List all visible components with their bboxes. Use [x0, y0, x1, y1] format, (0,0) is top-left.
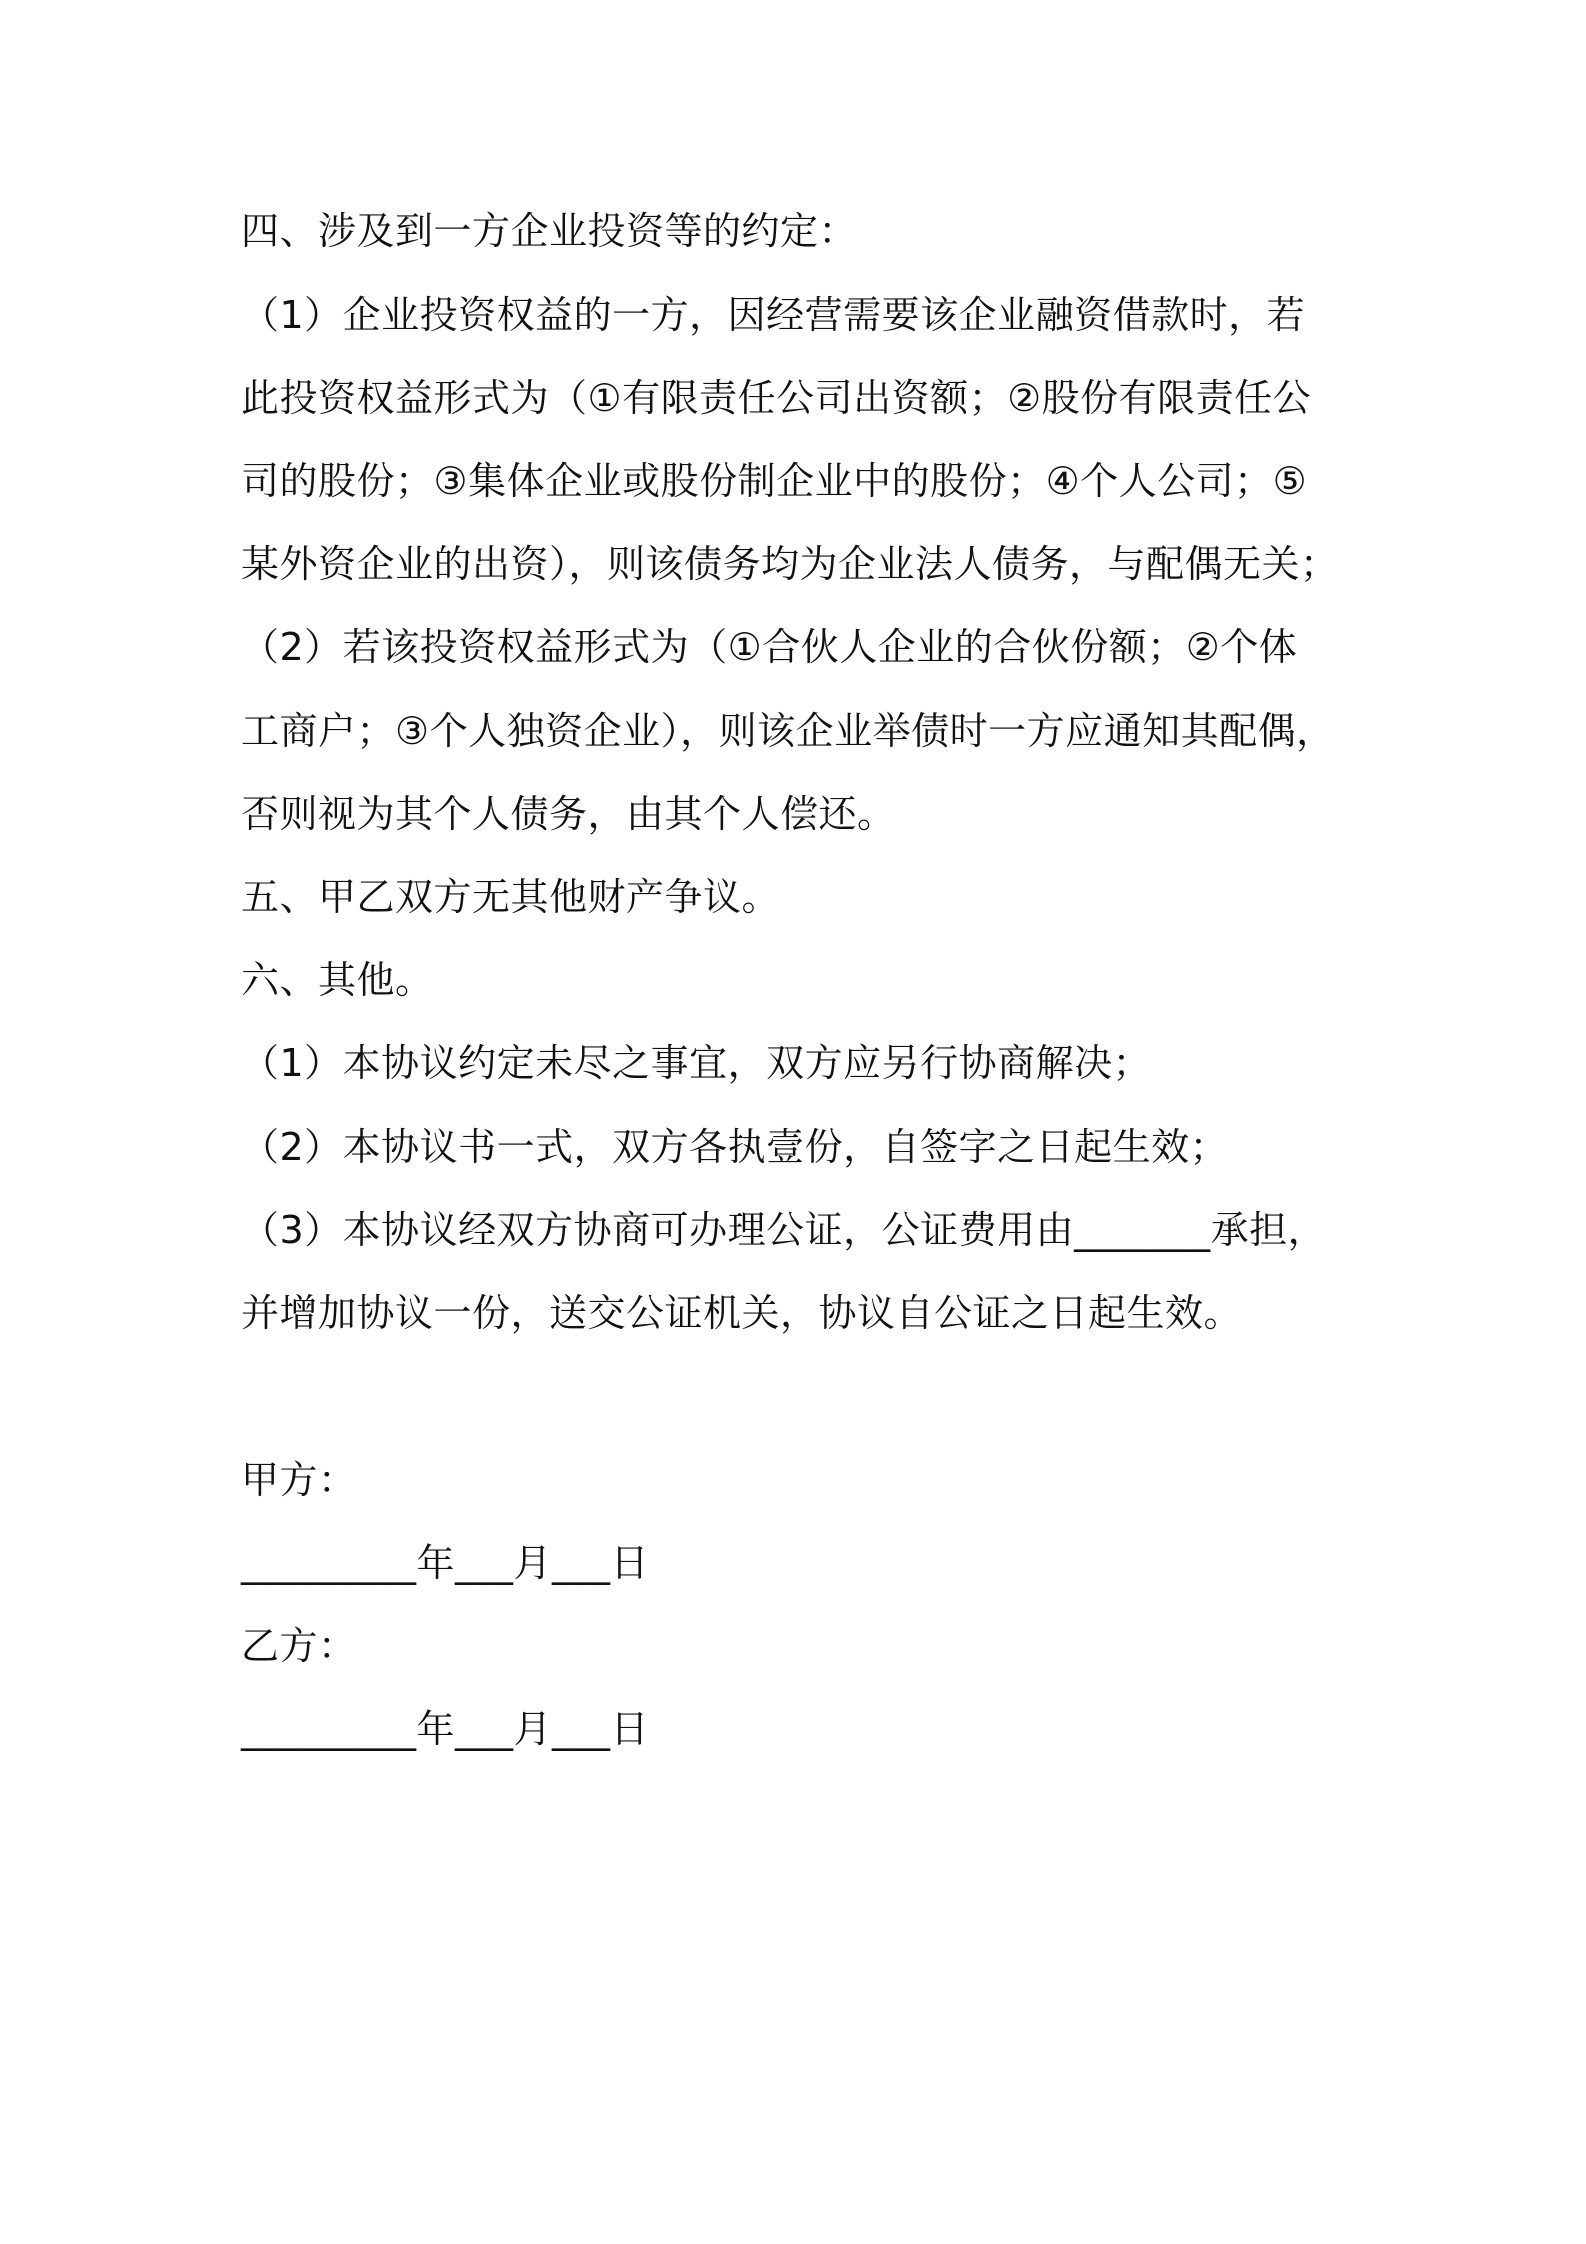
clause-4-2-line-1: （2）若该投资权益形式为（①合伙人企业的合伙份额；②个体: [241, 625, 1298, 669]
section-6-heading: 六、其他。: [241, 958, 434, 1002]
clause-4-2-line-2: 工商户；③个人独资企业），则该企业举债时一方应通知其配偶，: [241, 709, 1335, 753]
party-a-label: 甲方：: [241, 1458, 357, 1502]
clause-4-1-line-3: 司的股份；③集体企业或股份制企业中的股份；④个人公司；⑤: [241, 459, 1308, 503]
clause-6-1: （1）本协议约定未尽之事宜，双方应另行协商解决；: [241, 1041, 1152, 1085]
clause-4-1-line-2: 此投资权益形式为（①有限责任公司出资额；②股份有限责任公: [241, 376, 1312, 420]
section-4-heading: 四、涉及到一方企业投资等的约定：: [241, 209, 858, 253]
section-5-heading: 五、甲乙双方无其他财产争议。: [241, 875, 781, 919]
party-a-date: _________年___月___日: [241, 1541, 650, 1585]
party-b-label: 乙方：: [241, 1624, 357, 1668]
clause-6-3-line-2: 并增加协议一份，送交公证机关，协议自公证之日起生效。: [241, 1291, 1243, 1335]
clause-6-3-line-1: （3）本协议经双方协商可办理公证，公证费用由_______承担，: [241, 1208, 1327, 1252]
clause-4-1-line-4: 某外资企业的出资），则该债务均为企业法人债务，与配偶无关；: [241, 542, 1339, 586]
clause-4-2-line-3: 否则视为其个人债务，由其个人偿还。: [241, 792, 896, 836]
clause-4-1-line-1: （1）企业投资权益的一方，因经营需要该企业融资借款时，若: [241, 293, 1306, 337]
clause-6-2: （2）本协议书一式，双方各执壹份，自签字之日起生效；: [241, 1125, 1229, 1169]
party-b-date: _________年___月___日: [241, 1707, 650, 1751]
